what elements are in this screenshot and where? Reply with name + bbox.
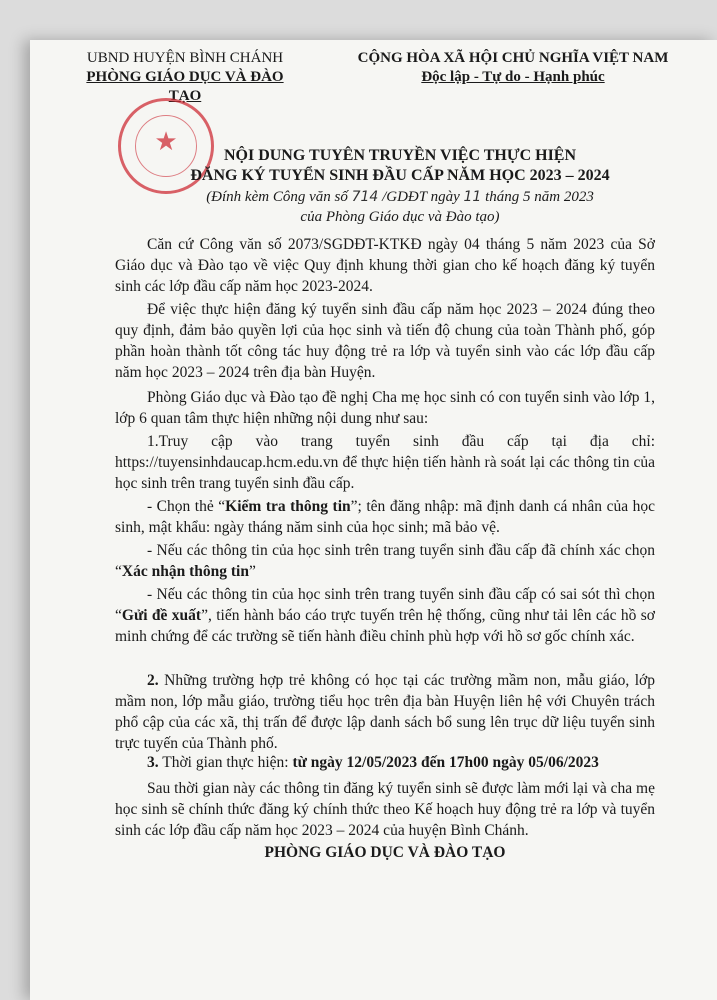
ref-suffix: tháng 5 năm 2023 (485, 189, 594, 205)
step-3-number: 3. (147, 754, 159, 771)
issuer-header (70, 49, 300, 106)
step-3-label: Thời gian thực hiện: (158, 754, 293, 771)
paragraph-step-3 (115, 752, 655, 773)
paragraph-check-info (115, 496, 655, 538)
check-info-text-a: - Chọn thẻ “ (147, 498, 226, 515)
step-2-text: Những trường hợp trẻ không có học tại các trường mầm non, mẫu giáo, lớp mầm non, lớp mẫu giáo, trường tiểu học trên địa bàn Huyện liên hệ với Chuyên trách phổ cập của các xã, thị trấn để được lập danh sách bổ sung lên trục dữ liệu tuyển sinh trực tuyến của Thành phố. (115, 672, 655, 752)
submit-text-a: - Nếu các thông tin của học sinh trên trang tuyển sinh đầu cấp có sai sót thì chọn “ (115, 586, 655, 624)
confirm-info-text-a: - Nếu các thông tin của học sinh trên trang tuyển sinh đầu cấp đã chính xác chọn “ (115, 542, 655, 580)
issuer-line1: UBND HUYỆN BÌNH CHÁNH (86, 50, 284, 66)
ref-day-handwritten: 11 (463, 189, 482, 205)
seal-star-icon: ★ (154, 127, 178, 156)
doc-title-line2: ĐĂNG KÝ TUYỂN SINH ĐẦU CẤP NĂM HỌC 2023 – 2024 (190, 167, 610, 184)
paragraph-step-2 (115, 670, 655, 754)
paragraph-step-1: 1.Truy cập vào trang tuyển sinh đầu cấp tại địa chỉ: https://tuyensinhdaucap.hcm.edu.vn để thực hiện tiến hành rà soát lại các thông tin của học sinh trên trang tuyển sinh đầu cấp. (115, 433, 655, 492)
signature-block: PHÒNG GIÁO DỤC VÀ ĐÀO TẠO (264, 844, 506, 861)
step-3-time-range: từ ngày 12/05/2023 đến 17h00 ngày 05/06/2023 (292, 754, 599, 771)
check-info-tab-name: Kiểm tra thông tin (225, 498, 351, 515)
check-info-text-c: ”; tên đăng nhập: mã định danh cá nhân của học sinh, mật khẩu: ngày tháng năm sinh của học sinh; mã bảo vệ. (115, 498, 655, 536)
national-motto: Độc lập - Tự do - Hạnh phúc (421, 69, 605, 85)
national-header (338, 49, 688, 87)
ref-prefix: (Đính kèm Công văn số (206, 189, 348, 205)
paragraph-confirm-info (115, 540, 655, 582)
submit-proposal-option: Gửi đề xuất (121, 607, 202, 624)
doc-reference-line2: của Phòng Giáo dục và Đào tạo) (300, 209, 500, 225)
doc-reference-line (140, 187, 660, 207)
paragraph-legal-basis: Căn cứ Công văn số 2073/SGDĐT-KTKĐ ngày 04 tháng 5 năm 2023 của Sở Giáo dục và Đào tạo về việc Quy định khung thời gian cho kế hoạch đăng ký tuyển sinh các lớp đầu cấp năm học 2023-2024. (115, 236, 655, 295)
paragraph-request: Phòng Giáo dục và Đào tạo đề nghị Cha mẹ học sinh có con tuyển sinh vào lớp 1, lớp 6 quan tâm thực hiện những nội dung như sau: (115, 389, 655, 427)
step-2-number: 2. (147, 672, 159, 689)
issuer-line2: PHÒNG GIÁO DỤC VÀ ĐÀO TẠO (86, 69, 284, 104)
national-line1: CỘNG HÒA XÃ HỘI CHỦ NGHĨA VIỆT NAM (357, 50, 669, 66)
paragraph-purpose: Để việc thực hiện đăng ký tuyển sinh đầu cấp năm học 2023 – 2024 đúng theo quy định, đảm bảo quyền lợi của học sinh và tiến độ chung của toàn Thành phố, góp phần hoàn thành tốt công tác huy động trẻ ra lớp và tuyển sinh vào các lớp đầu cấp năm học 2023 – 2024 trên địa bàn Huyện. (115, 301, 655, 381)
confirm-info-option: Xác nhận thông tin (121, 563, 249, 580)
confirm-info-text-c: ” (248, 563, 256, 580)
ref-mid: /GDĐT ngày (382, 189, 460, 205)
doc-title-line1: NỘI DUNG TUYÊN TRUYỀN VIỆC THỰC HIỆN (223, 147, 577, 164)
submit-text-c: ”, tiến hành báo cáo trực tuyến trên hệ thống, cũng như tải lên các hồ sơ minh chứng để các trường sẽ tiến hành điều chỉnh phù hợp với hồ sơ gốc chính xác. (115, 607, 656, 645)
ref-number-handwritten: 714 (351, 189, 379, 205)
paragraph-submit-proposal (115, 584, 655, 647)
paragraph-closing: Sau thời gian này các thông tin đăng ký tuyển sinh sẽ được làm mới lại và cha mẹ học sinh sẽ chính thức đăng ký chính thức theo Kế hoạch huy động trẻ ra lớp và tuyển sinh các lớp đầu cấp năm học 2023 – 2024 của huyện Bình Chánh. (115, 780, 655, 839)
